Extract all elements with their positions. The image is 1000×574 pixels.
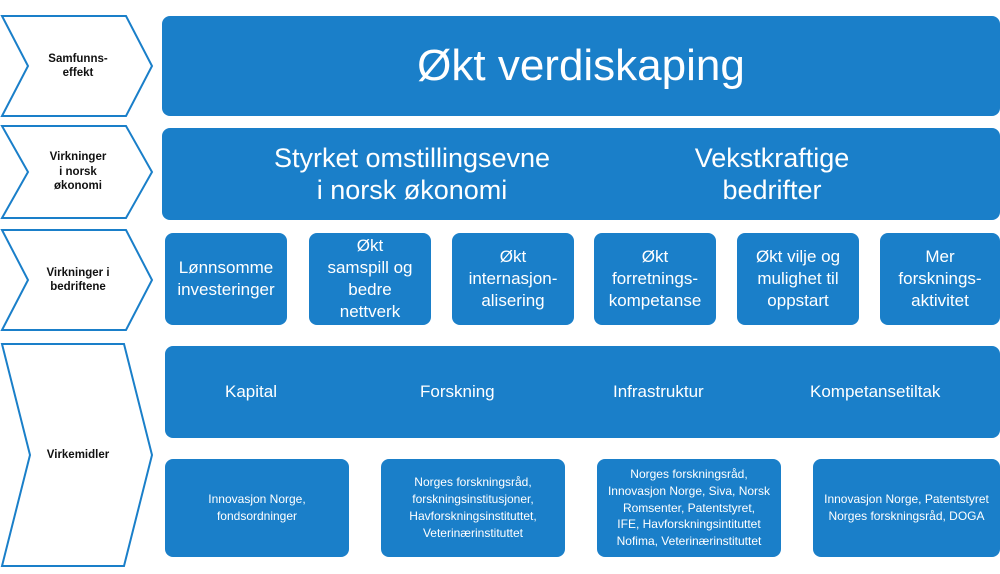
actor-box: Innovasjon Norge, fondsordninger	[165, 459, 349, 557]
actor-box: Norges forskningsråd, Innovasjon Norge, Siva, Norsk Romsenter, Patentstyret, IFE, Havforskningsintituttet Nofima, Veterinærinstituttet	[597, 459, 781, 557]
economy-effect-vekstkraftige: Vekstkraftige bedrifter	[694, 142, 850, 205]
level-chevron-virkninger-bedriftene	[0, 228, 156, 332]
level-label: Virkninger i bedriftene	[46, 266, 110, 293]
firm-effect-box: Økt vilje og mulighet til oppstart	[737, 233, 859, 325]
level-chevron-samfunnseffekt	[0, 14, 156, 118]
level-label: Virkninger i norsk økonomi	[49, 151, 107, 193]
firm-effect-box: Økt samspill og bedre nettverk	[309, 233, 431, 325]
level-chevron-virkninger-okonomi	[0, 124, 156, 220]
firm-effect-box: Økt forretnings- kompetanse	[594, 233, 716, 325]
economy-effect-omstillingsevne: Styrket omstillingsevne i norsk økonomi	[273, 142, 551, 205]
tool-kapital: Kapital	[225, 382, 277, 401]
actor-box: Innovasjon Norge, Patentstyret Norges forskningsråd, DOGA	[813, 459, 1000, 557]
firm-effect-box: Mer forsknings- aktivitet	[880, 233, 1000, 325]
level-label: Samfunns- effekt	[48, 52, 108, 79]
tools-box	[165, 346, 1000, 438]
firm-effect-box: Lønnsomme investeringer	[165, 233, 287, 325]
top-impact-box: Økt verdiskaping	[162, 16, 1000, 116]
level-chevron-virkemidler	[0, 342, 156, 568]
actor-box: Norges forskningsråd, forskningsinstitusjoner, Havforskningsinstituttet, Veterinærinstituttet	[381, 459, 565, 557]
economy-box	[162, 128, 1000, 220]
tool-kompetansetiltak: Kompetansetiltak	[810, 382, 941, 401]
tool-infrastruktur: Infrastruktur	[613, 382, 704, 401]
firm-effect-box: Økt internasjon- alisering	[452, 233, 574, 325]
level-label: Virkemidler	[46, 448, 110, 461]
tool-forskning: Forskning	[420, 382, 495, 401]
